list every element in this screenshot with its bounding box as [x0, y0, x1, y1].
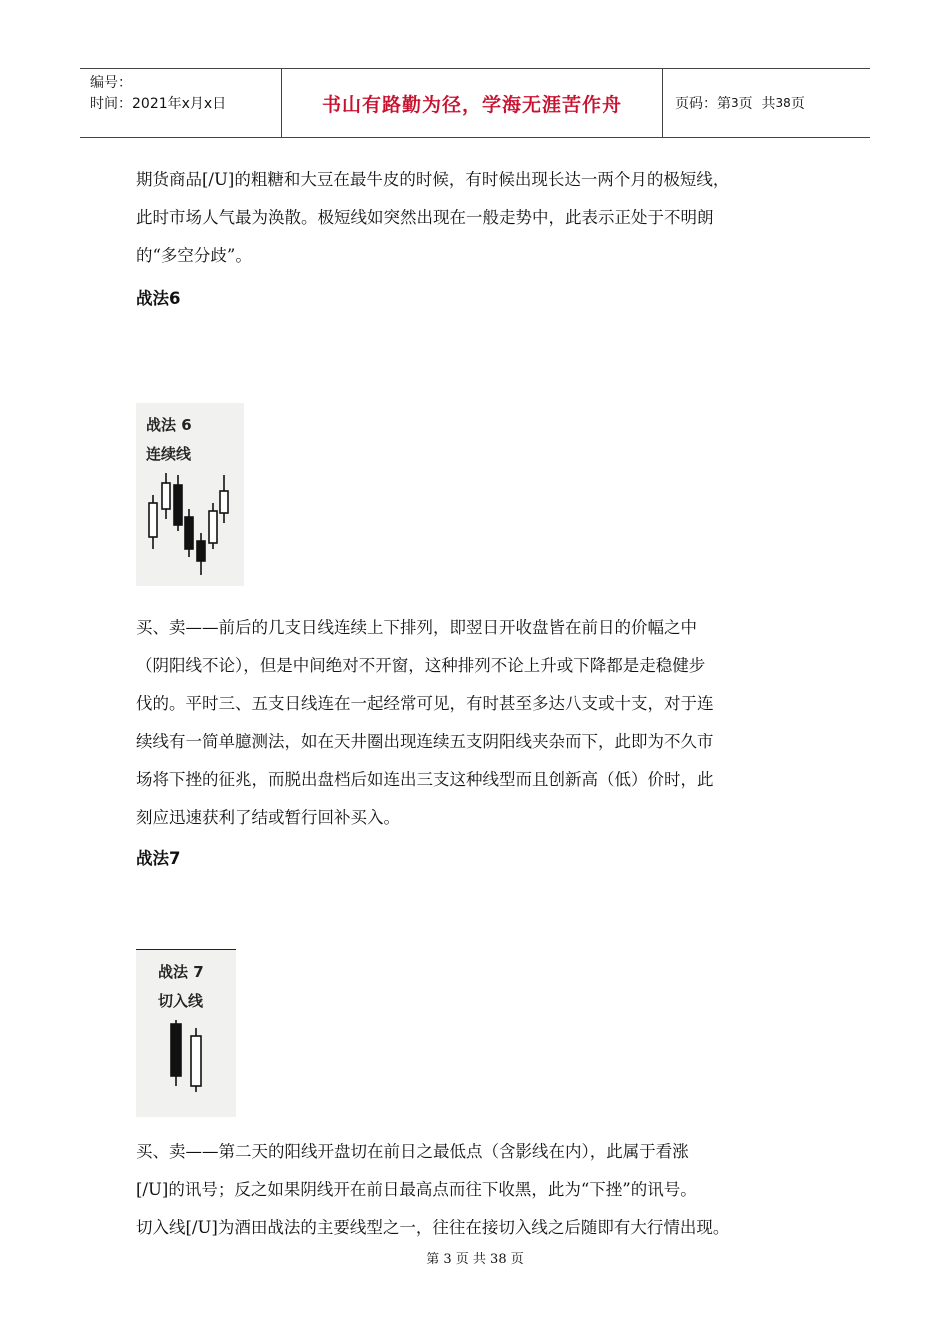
time-label: 时间：2021年x月x日: [90, 96, 227, 112]
paragraph-2: [136, 609, 836, 837]
header-page-info: [663, 69, 870, 137]
page-label-mid: 页 共: [738, 96, 776, 112]
figure-subtitle: 切入线: [158, 992, 204, 1010]
header-motto: 书山有路勤为径，学海无涯苦作舟: [321, 93, 622, 116]
text-line: 刻应迅速获利了结或暂行回补买入。: [136, 808, 400, 827]
text-line: 此时市场人气最为涣散。极短线如突然出现在一般走势中，此表示正处于不明朗: [136, 208, 714, 227]
header-motto-cell: [282, 69, 663, 137]
candlestick-illustration: [136, 950, 236, 1117]
text-line: 切入线[/U]为酒田战法的主要线型之一，往往在接切入线之后随即有大行情出现。: [136, 1218, 730, 1237]
heading-zhanfa-7: 战法7: [136, 849, 181, 868]
number-label: 编号：: [90, 75, 132, 91]
text-line: 买、卖——前后的几支日线连续上下排列，即翌日开收盘皆在前日的价幅之中: [136, 618, 697, 637]
text-line: [/U]的讯号；反之如果阴线开在前日最高点而往下收黑，此为“下挫”的讯号。: [136, 1180, 697, 1199]
heading-zhanfa-6: 战法6: [136, 289, 181, 308]
figure-continuous-line: [136, 403, 244, 586]
candlestick-illustration: [136, 403, 244, 586]
figure-subtitle: 连续线: [146, 445, 192, 463]
figure-title: 战法 6: [146, 416, 192, 434]
paragraph-1: [136, 161, 836, 275]
figure-cut-in-line: [136, 949, 236, 1117]
page-current: 3: [731, 96, 739, 110]
page-total: 38: [775, 96, 791, 110]
text-line: 场将下挫的征兆，而脱出盘档后如连出三支这种线型而且创新高（低）价时，此: [136, 770, 714, 789]
text-line: 伐的。平时三、五支日线连在一起经常可见，有时甚至多达八支或十支，对于连: [136, 694, 714, 713]
text-line: （阴阳线不论），但是中间绝对不开窗，这种排列不论上升或下降都是走稳健步: [136, 656, 706, 675]
page-label-suffix: 页: [790, 96, 805, 112]
paragraph-3: [136, 1133, 836, 1247]
text-line: 续线有一简单臆测法，如在天井圈出现连续五支阴阳线夹杂而下，此即为不久市: [136, 732, 714, 751]
page-header: [80, 68, 870, 138]
header-meta: [80, 69, 282, 137]
page-label-prefix: 页码：第: [675, 96, 731, 112]
page-footer: 第 3 页 共 38 页: [426, 1252, 524, 1267]
figure-title: 战法 7: [158, 963, 204, 981]
text-line: 期货商品[/U]的粗糖和大豆在最牛皮的时候，有时候出现长达一两个月的极短线，: [136, 170, 730, 189]
text-line: 的“多空分歧”。: [136, 246, 252, 265]
text-line: 买、卖——第二天的阳线开盘切在前日之最低点（含影线在内），此属于看涨: [136, 1142, 689, 1161]
